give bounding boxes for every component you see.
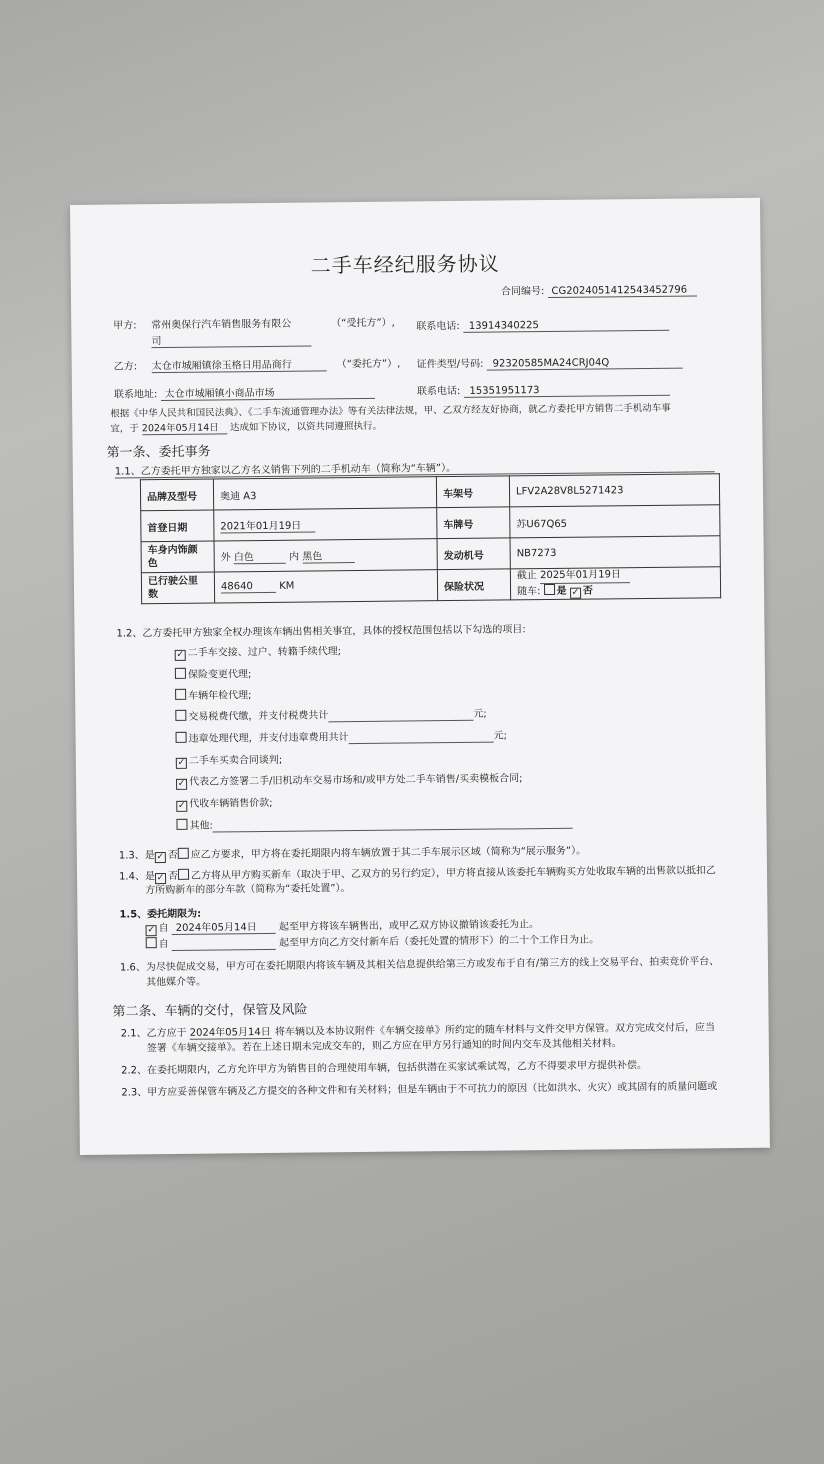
party-b-phone-label: 联系电话: xyxy=(416,385,461,398)
authorization-option xyxy=(176,751,283,769)
party-a-phone-value: 13914340225 xyxy=(463,319,669,333)
section-2-title: 第二条、车辆的交付，保管及风险 xyxy=(112,1002,308,1020)
insurance-yes-label: 是 xyxy=(556,585,567,597)
party-b-id-label: 证件类型/号码: xyxy=(416,358,484,371)
option-suffix: 元; xyxy=(493,730,508,742)
authorization-option xyxy=(175,642,342,661)
option-label: 车辆年检代理; xyxy=(188,690,252,702)
plate-value: 苏U67Q65 xyxy=(510,505,720,538)
mileage-label-line2: 数 xyxy=(148,589,159,601)
exterior-color: 白色 xyxy=(234,548,286,565)
option-checkbox[interactable] xyxy=(176,732,187,743)
exterior-label: 外 xyxy=(220,552,231,564)
clause-2-1-text: 将车辆以及本协议附件《车辆交接单》所约定的随车材料与文件交甲方保管。双方完成交付后，应当 xyxy=(274,1022,715,1038)
interior-color: 黑色 xyxy=(302,547,354,564)
reg-date-label: 首登日期 xyxy=(141,510,214,542)
clause-1-4-yes-checkbox[interactable]: ✓ xyxy=(156,873,165,884)
clause-2-3: 2.3、甲方应妥善保管车辆及乙方提交的各种文件和有关材料；但是车辆由于不可抗力的原因（比如洪水、火灾）或其固有的质量问题或 xyxy=(121,1081,718,1099)
preamble-text-b: 达成如下协议，以资共同遵照执行。 xyxy=(229,420,382,434)
option-checkbox[interactable]: ✓ xyxy=(176,649,185,660)
authorization-option xyxy=(175,705,487,724)
engine-value: NB7273 xyxy=(510,536,720,569)
option-checkbox[interactable]: ✓ xyxy=(177,800,186,811)
term-option-2-checkbox[interactable] xyxy=(146,937,157,948)
party-b-role: （“委托方”）, xyxy=(336,358,401,371)
reg-date-cell xyxy=(214,508,437,541)
vin-label: 车架号 xyxy=(436,476,509,508)
party-b-phone xyxy=(417,380,670,399)
clause-1-3-yes-checkbox[interactable]: ✓ xyxy=(156,852,165,863)
preamble-line-1: 根据《中华人民共和国民法典》、《二手车流通管理办法》等有关法律法规，甲、乙双方经友好协商，就乙方委托甲方销售二手机动车事 xyxy=(110,402,671,420)
party-b-id xyxy=(417,353,683,372)
option-label: 违章处理代理，并支付违章费用共计 xyxy=(188,732,349,745)
clause-1-3-no-checkbox[interactable] xyxy=(178,848,189,859)
term-option-2-text: 起至甲方向乙方交付新车后（委托处置的情形下）的二十个工作日为止。 xyxy=(279,934,600,949)
party-b-address xyxy=(114,383,375,402)
option-checkbox[interactable]: ✓ xyxy=(177,778,186,789)
vehicle-info-table xyxy=(140,473,721,604)
option-checkbox[interactable] xyxy=(175,689,186,700)
agreement-paper xyxy=(70,198,770,1155)
insurance-yes-checkbox[interactable] xyxy=(544,584,555,595)
authorization-option xyxy=(176,813,573,833)
authorization-option xyxy=(176,794,273,812)
clause-1-6-line2: 其他媒介等。 xyxy=(146,976,207,989)
contract-number-value: CG20240514125434527​96 xyxy=(547,284,696,298)
vin-value: LFV2A28V8L5271423 xyxy=(509,474,719,507)
mileage-label xyxy=(141,572,214,604)
insurance-no-checkbox[interactable]: ✓ xyxy=(571,587,580,598)
clause-1-4-cont: 方所购新车的部分车款（简称为“委托处置”）。 xyxy=(145,883,351,897)
contract-number xyxy=(501,280,697,298)
document-title: 二手车经纪服务协议 xyxy=(310,251,500,278)
insurance-no-label: 否 xyxy=(582,585,593,597)
party-a-role: （“受托方”）, xyxy=(331,317,395,330)
clause-1-1: 1.1、乙方委托甲方独家以乙方名义销售下列的二手机动车（简称为“车辆”）。 xyxy=(115,456,715,478)
option-blank xyxy=(349,731,494,745)
reg-date-value: 2021年01月19日 xyxy=(220,516,315,533)
option-label: 保险变更代理; xyxy=(187,669,252,681)
preamble-date: 2024年05月14日 xyxy=(142,419,227,435)
option-label: 代表乙方签署二手/旧机动车交易市场和/或甲方处二手车销售/买卖模板合同; xyxy=(188,773,523,788)
color-label xyxy=(141,541,214,573)
party-b-id-value: 92320585MA24CRJ04Q xyxy=(487,357,683,371)
option-label: 代收车辆销售价款; xyxy=(189,797,273,810)
option-blank xyxy=(328,709,473,723)
party-b-label: 乙方: xyxy=(113,361,138,373)
section-1-title: 第一条、委托事务 xyxy=(106,444,211,461)
party-a-label: 甲方: xyxy=(113,320,137,332)
insurance-with-car-label: 随车: xyxy=(517,586,541,598)
clause-1-2: 1.2、乙方委托甲方独家全权办理该车辆出售相关事宜，具体的授权范围包括以下勾选的项目: xyxy=(116,624,526,640)
party-b-address-label: 联系地址: xyxy=(113,389,158,401)
clause-1-3-text: 应乙方要求，甲方将在委托期限内将车辆放置于其二手车展示区域（简称为“展示服务”）。 xyxy=(190,845,587,861)
party-b-name: 太仓市城厢镇徐玉格日用品商行 xyxy=(152,355,327,373)
delivery-date: 2024年05月14日 xyxy=(190,1023,272,1040)
mileage-label-line1: 已行驶公里 xyxy=(147,575,199,588)
party-b-address-value: 太仓市城厢镇小商品市场 xyxy=(160,383,374,401)
clause-1-4-no-checkbox[interactable] xyxy=(178,869,189,880)
clause-2-1-prefix: 2.1、乙方应于 xyxy=(120,1027,187,1040)
option-checkbox[interactable] xyxy=(176,819,187,830)
insurance-until-date: 2025年01月19日 xyxy=(540,568,630,584)
clause-1-3-prefix: 1.3、是 xyxy=(118,850,155,862)
clause-2-1-line2: 签署《车辆交接单》。若在上述日期未完成交车的，则乙方应在甲方另行通知的时间内交车及其他相关材料。 xyxy=(146,1038,622,1055)
clause-1-3-no-label: 否 xyxy=(167,849,178,862)
plate-label: 车牌号 xyxy=(437,507,510,539)
clause-1-4-text: 乙方将从甲方购买新车（取决于甲、乙双方的另行约定），甲方将直接从该委托车辆购买方处收取车辆的出售款以抵扣乙 xyxy=(190,865,716,882)
term-option-1-checkbox[interactable]: ✓ xyxy=(147,925,155,936)
term-option-2-blank xyxy=(172,938,276,951)
clause-1-3 xyxy=(119,842,586,864)
clause-1-4-no-label: 否 xyxy=(167,870,179,883)
preamble-line-2 xyxy=(110,418,382,436)
party-a-name-line1: 常州奥保行汽车销售服务有限公 xyxy=(151,318,292,332)
color-label-line1: 车身内饰颜 xyxy=(147,544,198,557)
mileage-value: 48640 xyxy=(221,581,276,594)
authorization-option xyxy=(175,686,252,702)
term-start-date: 2024年05月14日 xyxy=(172,918,276,935)
clause-1-5-line2 xyxy=(146,931,600,952)
authorization-option xyxy=(175,665,252,681)
option-checkbox[interactable]: ✓ xyxy=(177,757,186,768)
engine-label: 发动机号 xyxy=(437,538,510,570)
option-label: 交易税费代缴，并支付税费共计 xyxy=(188,710,329,723)
authorization-option xyxy=(176,769,523,790)
option-label: 二手车买卖合同谈判; xyxy=(188,754,283,767)
term-from-2: 自 xyxy=(158,939,169,951)
contract-number-label: 合同编号: xyxy=(500,286,545,298)
option-label: 二手车交接、过户、转籍手续代理; xyxy=(187,646,342,659)
term-option-1-text: 起至甲方将该车辆售出，或甲乙双方协议撤销该委托为止。 xyxy=(278,919,539,933)
option-suffix: 元; xyxy=(473,708,487,720)
option-checkbox[interactable] xyxy=(175,710,186,721)
mileage-cell xyxy=(214,570,437,603)
option-checkbox[interactable] xyxy=(175,668,186,679)
clause-2-2: 2.2、在委托期限内，乙方允许甲方为销售目的合理使用车辆，包括供潜在买家试乘试驾，乙方不得要求甲方提供补偿。 xyxy=(121,1060,648,1077)
color-label-line2: 色 xyxy=(147,558,158,570)
party-a-name-line2: 司 xyxy=(151,330,311,348)
insurance-cell xyxy=(510,567,720,600)
insurance-label: 保险状况 xyxy=(437,569,510,601)
preamble-text-a: 宜，于 xyxy=(110,423,139,435)
brand-value: 奥迪 A3 xyxy=(213,477,436,510)
interior-label: 内 xyxy=(289,551,300,563)
clause-1-4-prefix: 1.4、是 xyxy=(118,871,156,883)
party-a-phone-label: 联系电话: xyxy=(416,320,460,333)
party-a-phone xyxy=(416,315,669,334)
clause-1-5-label: 1.5、委托期限为: xyxy=(119,908,202,921)
insurance-until-label: 截止 xyxy=(516,570,537,582)
option-label: 其他: xyxy=(189,820,213,832)
clause-1-6-line1: 1.6、为尽快促成交易，甲方可在委托期限内将该车辆及其相关信息提供给第三方或发布于自有/第三方的线上交易平台、拍卖竞价平台、 xyxy=(119,956,720,974)
authorization-option xyxy=(176,726,508,745)
color-values xyxy=(214,539,437,572)
term-from-1: 自 xyxy=(158,923,169,935)
party-b-phone-value: 15351951173 xyxy=(463,384,669,398)
option-blank xyxy=(213,817,573,833)
mileage-unit: KM xyxy=(279,580,295,592)
brand-label: 品牌及型号 xyxy=(140,479,213,511)
